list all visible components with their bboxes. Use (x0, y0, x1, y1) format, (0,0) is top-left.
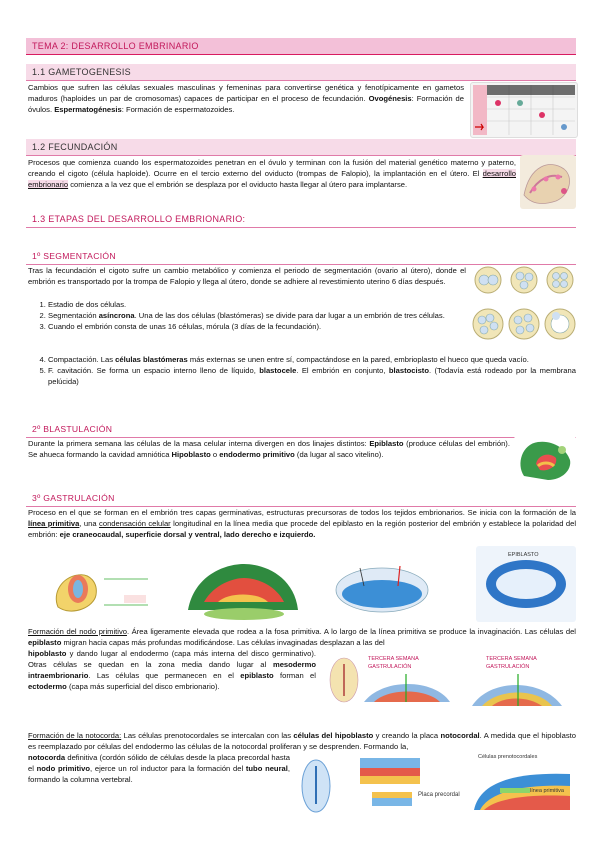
gastrulacion-text: Proceso en el que se forman en el embrión tres capas germinativas, estructuras precursoras de todos los tejidos embrionarios. Se inicia con la formación de la línea primitiva, una condensación celular longitudinal en la línea media que procede del epiblasto en la región posterior del embrión y establece la polaridad del embrión: eje craneocaudal, superficie dorsal y ventral, lado derecho e izquierdo. (28, 508, 577, 539)
notocorda-figure-1 (296, 754, 346, 818)
label-gastrulacion-2: GASTRULACIÓN (486, 664, 530, 670)
gametogenesis-text: Cambios que sufren las células sexuales masculinas y femeninas para convertirse genética y fenotípicamente en gametos maduros (haploides un par de cromosomas) capaces de participar en el proceso de fecundación. Ovogénesis: Formación de óvulos. Espermatogénesis: Formación de espermatozoides. (28, 83, 464, 114)
heading-gametogenesis: 1.1 GAMETOGENESIS (26, 64, 576, 81)
fecundacion-oviduct-figure (520, 155, 576, 209)
label-tercera-semana-2: TERCERA SEMANA (486, 656, 537, 662)
segmentacion-list (28, 299, 468, 332)
heading-fecundacion: 1.2 FECUNDACIÓN (26, 139, 576, 156)
heading-blastulacion: 2º BLASTULACIÓN (26, 421, 576, 438)
gastrulacion-figure-epiblasto (476, 546, 576, 622)
notocorda-text-left: notocorda definitiva (cordón sólido de células desde la placa precordal hasta el nodo primitivo, ejerce un rol inductor para la formación del tubo neural, formando la columna vertebral. (28, 753, 290, 784)
nodo-primitivo-lead: Formación del nodo primitivo (28, 627, 127, 636)
heading-etapas: 1.3 ETAPAS DEL DESARROLLO EMBRIONARIO: (26, 211, 576, 228)
label-placa-precordal: Placa precordal (418, 792, 460, 798)
nodo-primitivo-figure (322, 652, 576, 718)
heading-gastrulacion: 3º GASTRULACIÓN (26, 490, 576, 507)
seg-item-1: 1. Estadio de dos células. (48, 299, 468, 310)
seg-item-4: 4. Compactación. Las células blastómeras más externas se unen entre sí, compactándose en la pared, embrioplasto el hueco que queda vacío. (48, 354, 576, 365)
blastulacion-figure (514, 436, 576, 484)
segmentacion-list-cont (28, 354, 576, 387)
notocorda-figure-3 (470, 750, 576, 824)
heading-segmentacion: 1º SEGMENTACIÓN (26, 248, 576, 265)
page-title: TEMA 2: DESARROLLO EMBRINARIO (26, 38, 576, 55)
nodo-primitivo-text-left: hipoblasto y dando lugar al endodermo (capa más interna del disco germinativo). Otras células se quedan en la zona media dando lugar al mesodermo intraembrionario. Las células que permanecen en el epiblasto forman el ectodermo (capa más superficial del disco embrionario). (28, 649, 316, 691)
segmentacion-intro: Tras la fecundación el cigoto sufre un cambio metabólico y comienza el periodo de segmentación (ovario al útero), donde el embrión es transportado por la trompa de Falopio y llega al útero, donde se adhiere al revestimiento uterino 6 días después. (28, 266, 466, 286)
seg-item-5: 5. F. cavitación. Se forma un espacio interno lleno de líquido, blastocele. El embrión en conjunto, blastocisto. (Todavía está rodeado por la membrana pelúcida) (48, 365, 576, 387)
term-espermatogenesis: Espermatogénesis (54, 105, 122, 114)
term-condensacion-celular: condensación celular (99, 519, 171, 528)
desarrollo-embrionario-link: desarrollo embrionario (28, 169, 516, 189)
term-linea-primitiva: línea primitiva (28, 519, 80, 528)
label-tercera-semana-1: TERCERA SEMANA (368, 656, 419, 662)
seg-item-2: 2. Segmentación asíncrona. Una de las dos células (blastómeras) se divide para dar lugar a un embrión de tres células. (48, 310, 468, 321)
gametogenesis-body: Cambios que sufren las células sexuales masculinas y femeninas para convertirse genética y fenotípicamente en gametos maduros (haploides un par de cromosomas) capaces de participar en el proceso de fecundación. (28, 83, 464, 103)
blastulacion-text: Durante la primera semana las células de la masa celular interna divergen en dos linajes distintos: Epiblasto (produce células del embrión). Se ahueca formando la cavidad amniótica Hipoblasto o endodermo primitivo (da lugar al saco vitelino). (28, 439, 510, 459)
notocorda-lead: Formación de la notocorda: (28, 731, 122, 740)
fecundacion-text: Procesos que comienza cuando los espermatozoides penetran en el óvulo y terminan con la fusión del material genético materno y paterno, creando el cigoto (célula haploide). Ocurre en el tercio externo del oviducto (trompas de Falopio), la implantación en el útero. El desarrollo embrionario comienza a la vez que el embrión se desplaza por el oviducto hasta llegar al útero para implantarse. (28, 158, 516, 189)
label-gastrulacion-1: GASTRULACIÓN (368, 664, 412, 670)
label-celulas-prenotocordales: Células prenotocordales (478, 754, 538, 760)
term-endodermo-primitivo: endodermo primitivo (219, 450, 295, 459)
label-epiblasto: EPIBLASTO (508, 552, 539, 558)
term-ovogenesis: Ovogénesis (368, 94, 412, 103)
notocorda-figure-2 (358, 752, 464, 818)
gametogenesis-table-figure (470, 82, 578, 138)
gastrulacion-figure-1 (44, 559, 152, 621)
segmentacion-cells-figure (472, 264, 576, 346)
notocorda-text-top: Formación de la notocorda: Las células prenotocordales se intercalan con las células del hipoblasto y creando la placa notocordal. A medida que el hipoblasto es reemplazado por células del endodermo las células de la notocordal proliferan y se desprenden. Formando la, (28, 731, 576, 751)
term-ejes: eje craneocaudal, superficie dorsal y ventral, lado derecho e izquierdo. (59, 530, 316, 539)
seg-item-3: 3. Cuando el embrión consta de unas 16 células, mórula (3 días de la fecundación). (48, 321, 468, 332)
label-linea-primitiva: línea primitiva (530, 788, 564, 794)
nodo-primitivo-text-top: Formación del nodo primitivo. Área ligeramente elevada que rodea a la fosa primitiva. A lo largo de la línea primitiva se produce la invaginación. Las células del epiblasto migran hacia capas más profundas modificándose. Las células invaginadas desplazan a las del (28, 627, 576, 647)
gastrulacion-figure-3 (330, 560, 434, 618)
term-hipoblasto: Hipoblasto (171, 450, 211, 459)
gastrulacion-figure-2 (184, 558, 302, 622)
term-epiblasto: Epiblasto (369, 439, 404, 448)
